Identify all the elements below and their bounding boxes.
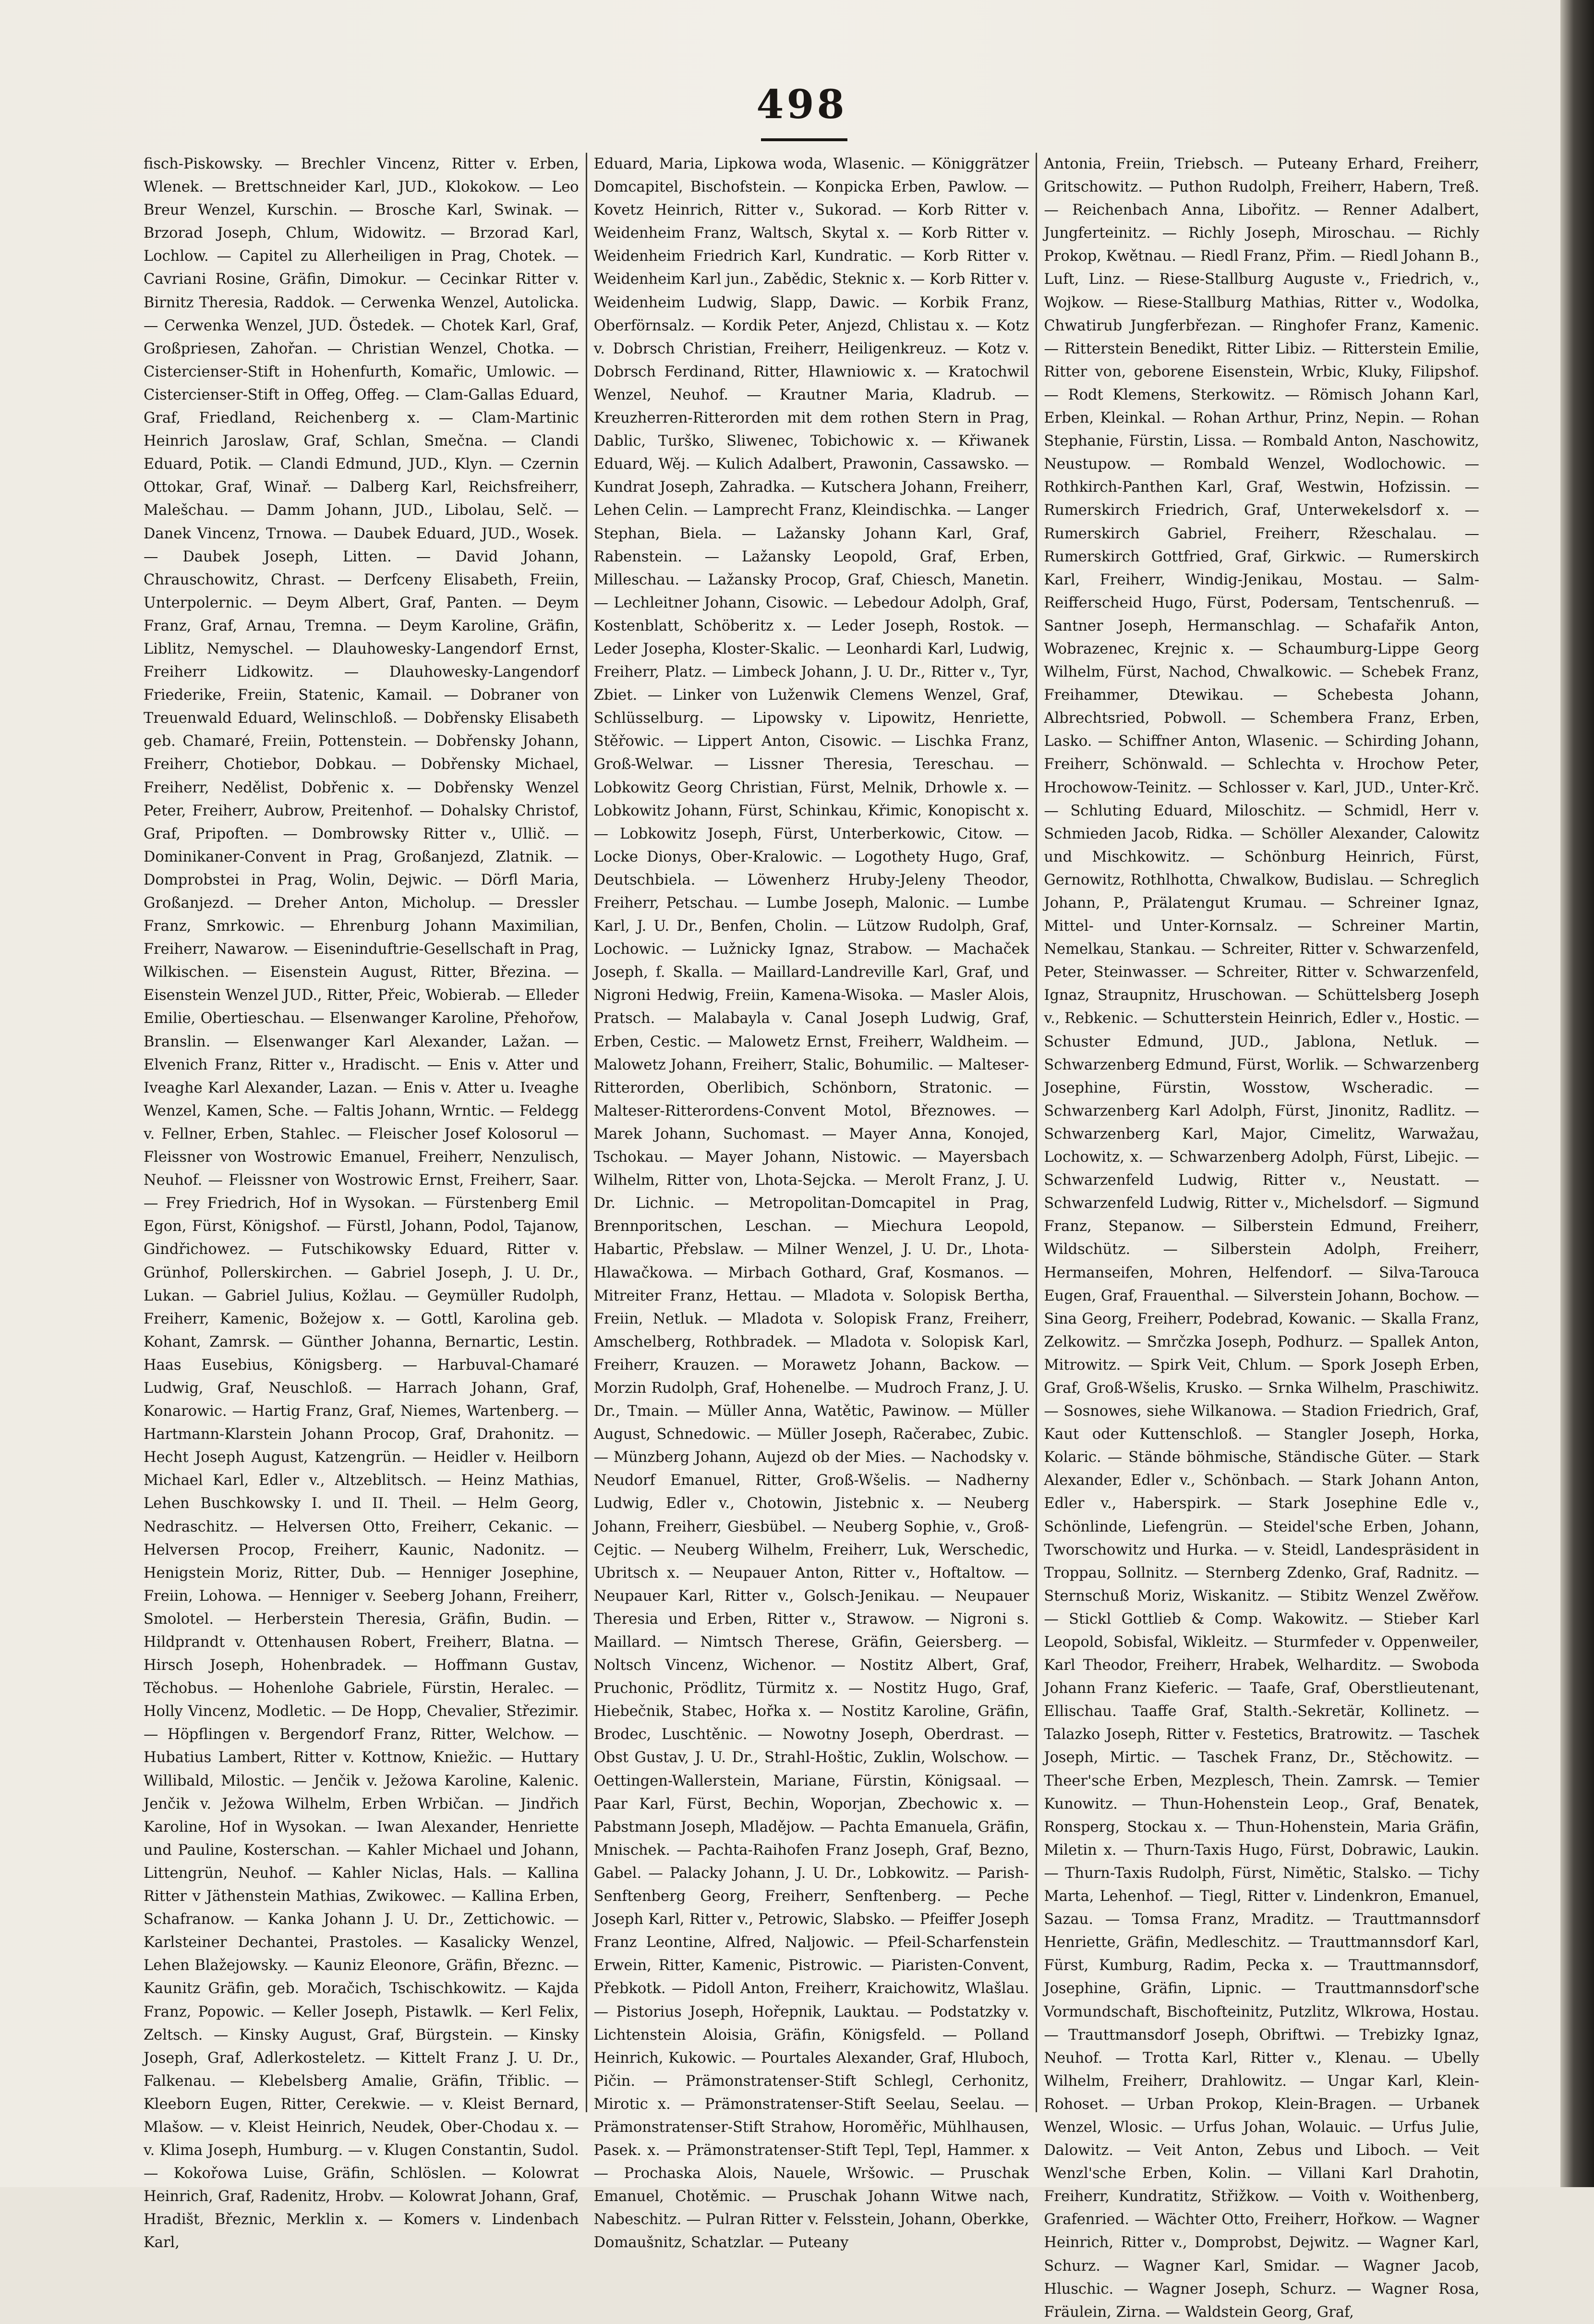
text-columns bbox=[137, 153, 1486, 2321]
page-edge-shadow bbox=[1560, 0, 1594, 2187]
column-left bbox=[137, 153, 586, 2251]
page-number: 498 bbox=[756, 82, 847, 128]
column-middle bbox=[587, 153, 1036, 2251]
column-text: Antonia, Freiin, Triebsch. — Puteany Erhard, Freiherr, Gritschowitz. — Puthon Rudolph, Freiherr, Habern, Treß. — Reichenbach Anna, Libořitz. — Renner Adalbert, Jungferteinitz. — Richly Joseph, Miroschau. — Richly Prokop, Kwětnau. — Riedl Franz, Přim. — Riedl Johann B., Luft, Linz. — Riese-Stallburg Auguste v., Friedrich, v., Wojkow. — Riese-Stallburg Mathias, Ritter v., Wodolka, Chwatirub Jungferbřezan. — Ringhofer Franz, Kamenic. — Ritterstein Benedikt, Ritter Libiz. — Ritterstein Emilie, Ritter von, geborene Eisenstein, Wrbic, Kluky, Filipshof. — Rodt Klemens, Sterkowitz. — Römisch Johann Karl, Erben, Kleinkal. — Rohan Arthur, Prinz, Nepin. — Rohan Stephanie, Fürstin, Lissa. — Rombald Anton, Naschowitz, Neustupow. — Rombald Wenzel, Wodlochowic. — Rothkirch-Panthen Karl, Graf, Westwin, Hofzissin. — Rumerskirch Friedrich, Graf, Unterwekelsdorf x. — Rumerskirch Gabriel, Freiherr, Ržeschalau. — Rumerskirch Gottfried, Graf, Girkwic. — Rumerskirch Karl, Freiherr, Windig-Jenikau, Mostau. — Salm-Reifferscheid Hugo, Fürst, Podersam, Tentschenruß. — Santner Joseph, Hermanschlag. — Schafařik Anton, Wobrazenec, Krejnic x. — Schaumburg-Lippe Georg Wilhelm, Fürst, Nachod, Chwalkowic. — Schebek Franz, Freihammer, Dtewikau. — Schebesta Johann, Albrechtsried, Pobwoll. — Schembera Franz, Erben, Lasko. — Schiffner Anton, Wlasenic. — Schirding Johann, Freiherr, Schönwald. — Schlechta v. Hrochow Peter, Hrochowow-Teinitz. — Schlosser v. Karl, JUD., Unter-Krč. — Schluting Eduard, Miloschitz. — Schmidl, Herr v. Schmieden Jacob, Ridka. — Schöller Alexander, Calowitz und Mischkowitz. — Schönburg Heinrich, Fürst, Gernowitz, Rothlhotta, Chwalkow, Budislau. — Schreglich Johann, P., Prälatengut Krumau. — Schreiner Ignaz, Mittel- und Unter-Kornsalz. — Schreiner Martin, Nemelkau, Stankau. — Schreiter, Ritter v. Schwarzenfeld, Peter, Steinwasser. — Schreiter, Ritter v. Schwarzenfeld, Ignaz, Straupnitz, Hruschowan. — Schüttelsberg Joseph v., Rebkenic. — Schutterstein Heinrich, Edler v., Hostic. — Schuster Edmund, JUD., Jablona, Netluk. — Schwarzenberg Edmund, Fürst, Worlik. — Schwarzenberg Josephine, Fürstin, Wosstow, Wscheradic. — Schwarzenberg Karl Adolph, Fürst, Jinonitz, Radlitz. — Schwarzenberg Karl, Major, Cimelitz, Warwažau, Lochowitz, x. — Schwarzenberg Adolph, Fürst, Libejic. — Schwarzenfeld Ludwig, Ritter v., Neustatt. — Schwarzenfeld Ludwig, Ritter v., Michelsdorf. — Sigmund Franz, Stepanow. — Silberstein Edmund, Freiherr, Wildschütz. — Silberstein Adolph, Freiherr, Hermanseifen, Mohren, Helfendorf. — Silva-Tarouca Eugen, Graf, Frauenthal. — Silverstein Johann, Bochow. — Sina Georg, Freiherr, Podebrad, Kowanic. — Skalla Franz, Zelkowitz. — Smrčzka Joseph, Podhurz. — Spallek Anton, Mitrowitz. — Spirk Veit, Chlum. — Spork Joseph Erben, Graf, Groß-Wšelis, Krusko. — Srnka Wilhelm, Praschiwitz. — Sosnowes, siehe Wilkanowa. — Stadion Friedrich, Graf, Kaut oder Kuttenschloß. — Stangler Joseph, Horka, Kolaric. — Stände böhmische, Ständische Güter. — Stark Alexander, Edler v., Schönbach. — Stark Johann Anton, Edler v., Haberspirk. — Stark Josephine Edle v., Schönlinde, Liefengrün. — Steidel'sche Erben, Johann, Tworschowitz und Hurka. — v. Steidl, Landespräsident in Troppau, Sollnitz. — Sternberg Zdenko, Graf, Radnitz. — Sternschuß Moriz, Wiskanitz. — Stibitz Wenzel Zwěřow. — Stickl Gottlieb & Comp. Wakowitz. — Stieber Karl Leopold, Sobisfal, Wikleitz. — Sturmfeder v. Oppenweiler, Karl Theodor, Freiherr, Hrabek, Welharditz. — Swoboda Johann Franz Kieferic. — Taafe, Graf, Oberstlieutenant, Ellischau. Taaffe Graf, Stalth.-Sekretär, Kollinetz. — Talazko Joseph, Ritter v. Festetics, Bratrowitz. — Taschek Joseph, Mirtic. — Taschek Franz, Dr., Stěchowitz. — Theer'sche Erben, Mezplesch, Thein. Zamrsk. — Temier Kunowitz. — Thun-Hohenstein Leop., Graf, Benatek, Ronsperg, Stockau x. — Thun-Hohenstein, Maria Gräfin, Miletin x. — Thurn-Taxis Hugo, Fürst, Dobrawic, Laukin. — Thurn-Taxis Rudolph, Fürst, Nimětic, Stalsko. — Tichy Marta, Lehenhof. — Tiegl, Ritter v. Lindenkron, Emanuel, Sazau. — Tomsa Franz, Mraditz. — Trauttmannsdorf Henriette, Gräfin, Medleschitz. — Trauttmannsdorf Karl, Fürst, Kumburg, Radim, Pecka x. — Trauttmannsdorf, Josephine, Gräfin, Lipnic. — Trauttmannsdorf'sche Vormundschaft, Bischofteinitz, Putzlitz, Wlkrowa, Hostau. — Trauttmansdorf Joseph, Obriftwi. — Trebizky Ignaz, Neuhof. — Trotta Karl, Ritter v., Klenau. — Ubelly Wilhelm, Freiherr, Drahlowitz. — Ungar Karl, Klein-Rohoset. — Urban Prokop, Klein-Bragen. — Urbanek Wenzel, Wlosic. — Urfus Johan, Wolauic. — Urfus Julie, Dalowitz. — Veit Anton, Zebus und Liboch. — Veit Wenzl'sche Erben, Kolin. — Villani Karl Drahotin, Freiherr, Kundratitz, Střižkow. — Voith v. Woithenberg, Grafenried. — Wächter Otto, Freiherr, Hořkow. — Wagner Heinrich, Ritter v., Domprobst, Dejwitz. — Wagner Karl, Schurz. — Wagner Karl, Smidar. — Wagner Jacob, Hluschic. — Wagner Joseph, Schurz. — Wagner Rosa, Fräulein, Zirna. — Waldstein Georg, Graf, bbox=[1044, 156, 1480, 2321]
column-text: fisch-Piskowsky. — Brechler Vincenz, Ritter v. Erben, Wlenek. — Brettschneider Karl, JUD., Klokokow. — Leo Breur Wenzel, Kurschin. — Brosche Karl, Swinak. — Brzorad Joseph, Chlum, Widowitz. — Brzorad Karl, Lochlow. — Capitel zu Allerheiligen in Prag, Chotek. — Cavriani Rosine, Gräfin, Dimokur. — Cecinkar Ritter v. Birnitz Theresia, Raddok. — Cerwenka Wenzel, Autolicka. — Cerwenka Wenzel, JUD. Östedek. — Chotek Karl, Graf, Großpriesen, Zahořan. — Christian Wenzel, Chotka. — Cistercienser-Stift in Hohenfurth, Komařic, Umlowic. — Cistercienser-Stift in Offeg, Offeg. — Clam-Gallas Eduard, Graf, Friedland, Reichenberg x. — Clam-Martinic Heinrich Jaroslaw, Graf, Schlan, Smečna. — Clandi Eduard, Potik. — Clandi Edmund, JUD., Klyn. — Czernin Ottokar, Graf, Winař. — Dalberg Karl, Reichsfreiherr, Malešchau. — Damm Johann, JUD., Libolau, Selč. — Danek Vincenz, Trnowa. — Daubek Eduard, JUD., Wosek. — Daubek Joseph, Litten. — David Johann, Chrauschowitz, Chrast. — Derfceny Elisabeth, Freiin, Unterpolernic. — Deym Albert, Graf, Panten. — Deym Franz, Graf, Arnau, Tremna. — Deym Karoline, Gräfin, Liblitz, Nemyschel. — Dlauhowesky-Langendorf Ernst, Freiherr Lidkowitz. — Dlauhowesky-Langendorf Friederike, Freiin, Statenic, Kamail. — Dobraner von Treuenwald Eduard, Welinschloß. — Dobřensky Elisabeth geb. Chamaré, Freiin, Pottenstein. — Dobřensky Johann, Freiherr, Chotiebor, Dobkau. — Dobřensky Michael, Freiherr, Nedělist, Dobřenic x. — Dobřensky Wenzel Peter, Freiherr, Aubrow, Preitenhof. — Dohalsky Christof, Graf, Pripoften. — Dombrowsky Ritter v., Ullič. — Dominikaner-Convent in Prag, Großanjezd, Zlatnik. — Domprobstei in Prag, Wolin, Dejwic. — Dörfl Maria, Großanjezd. — Dreher Anton, Micholup. — Dressler Franz, Smrkowic. — Ehrenburg Johann Maximilian, Freiherr, Nawarow. — Eiseninduftrie-Gesellschaft in Prag, Wilkischen. — Eisenstein August, Ritter, Březina. — Eisenstein Wenzel JUD., Ritter, Přeic, Wobierab. — Elleder Emilie, Obertieschau. — Elsenwanger Karoline, Přehořow, Branslin. — Elsenwanger Karl Alexander, Lažan. — Elvenich Franz, Ritter v., Hradischt. — Enis v. Atter und Iveaghe Karl Alexander, Lazan. — Enis v. Atter u. Iveaghe Wenzel, Kamen, Sche. — Faltis Johann, Wrntic. — Feldegg v. Fellner, Erben, Stahlec. — Fleischer Josef Kolosorul — Fleissner von Wostrowic Emanuel, Freiherr, Nenzulisch, Neuhof. — Fleissner von Wostrowic Ernst, Freiherr, Saar. — Frey Friedrich, Hof in Wysokan. — Fürstenberg Emil Egon, Fürst, Königshof. — Fürstl, Johann, Podol, Tajanow, Gindřichowez. — Futschikowsky Eduard, Ritter v. Grünhof, Pollerskirchen. — Gabriel Joseph, J. U. Dr., Lukan. — Gabriel Julius, Kožlau. — Geymüller Rudolph, Freiherr, Kamenic, Božejow x. — Gottl, Karolina geb. Kohant, Zamrsk. — Günther Johanna, Bernartic, Lestin. Haas Eusebius, Königsberg. — Harbuval-Chamaré Ludwig, Graf, Neuschloß. — Harrach Johann, Graf, Konarowic. — Hartig Franz, Graf, Niemes, Wartenberg. — Hartmann-Klarstein Johann Procop, Graf, Drahonitz. — Hecht Joseph August, Katzengrün. — Heidler v. Heilborn Michael Karl, Edler v., Altzeblitsch. — Heinz Mathias, Lehen Buschkowsky I. und II. Theil. — Helm Georg, Nedraschitz. — Helversen Otto, Freiherr, Cekanic. — Helversen Procop, Freiherr, Kaunic, Nadonitz. — Henigstein Moriz, Ritter, Dub. — Henniger Josephine, Freiin, Lohowa. — Henniger v. Seeberg Johann, Freiherr, Smolotel. — Herberstein Theresia, Gräfin, Budin. — Hildprandt v. Ottenhausen Robert, Freiherr, Blatna. — Hirsch Joseph, Hohenbradek. — Hoffmann Gustav, Těchobus. — Hohenlohe Gabriele, Fürstin, Heralec. — Holly Vincenz, Modletic. — De Hopp, Chevalier, Střezimir. — Höpflingen v. Bergendorf Franz, Ritter, Welchow. — Hubatius Lambert, Ritter v. Kottnow, Kniežic. — Huttary Willibald, Milostic. — Jenčik v. Ježowa Karoline, Kalenic. Jenčik v. Ježowa Wilhelm, Erben Wrbičan. — Jindřich Karoline, Hof in Wysokan. — Iwan Alexander, Henriette und Pauline, Kosterschan. — Kahler Michael und Johann, Littengrün, Neuhof. — Kahler Niclas, Hals. — Kallina Ritter v Jäthenstein Mathias, Zwikowec. — Kallina Erben, Schafranow. — Kanka Johann J. U. Dr., Zettichowic. — Karlsteiner Dechantei, Prastoles. — Kasalicky Wenzel, Lehen Blažejowsky. — Kauniz Eleonore, Gräfin, Březnc. — Kaunitz Gräfin, geb. Moračich, Tschischkowitz. — Kajda Franz, Popowic. — Keller Joseph, Pistawlk. — Kerl Felix, Zeltsch. — Kinsky August, Graf, Bürgstein. — Kinsky Joseph, Graf, Adlerkosteletz. — Kittelt Franz J. U. Dr., Falkenau. — Klebelsberg Amalie, Gräfin, Třiblic. — Kleeborn Eugen, Ritter, Cerekwie. — v. Kleist Bernard, Mlašow. — v. Kleist Heinrich, Neudek, Ober-Chodau x. — v. Klima Joseph, Humburg. — v. Klugen Constantin, Sudol. — Kokořowa Luise, Gräfin, Schlöslen. — Kolowrat Heinrich, Graf, Radenitz, Hrobv. — Kolowrat Johann, Graf, Hradišt, Březnic, Merklin x. — Komers v. Lindenbach Karl, bbox=[144, 156, 579, 2251]
column-right bbox=[1037, 153, 1486, 2321]
column-text: Eduard, Maria, Lipkowa woda, Wlasenic. — Königgrätzer Domcapitel, Bischofstein. — Konpicka Erben, Pawlow. — Kovetz Heinrich, Ritter v., Sukorad. — Korb Ritter v. Weidenheim Franz, Waltsch, Skytal x. — Korb Ritter v. Weidenheim Friedrich Karl, Kundratic. — Korb Ritter v. Weidenheim Karl jun., Zabědic, Steknic x. — Korb Ritter v. Weidenheim Ludwig, Slapp, Dawic. — Korbik Franz, Oberförnsalz. — Kordik Peter, Anjezd, Chlistau x. — Kotz v. Dobrsch Christian, Freiherr, Heiligenkreuz. — Kotz v. Dobrsch Ferdinand, Ritter, Hlawniowic x. — Kratochwil Wenzel, Neuhof. — Krautner Maria, Kladrub. — Kreuzherren-Ritterorden mit dem rothen Stern in Prag, Dablic, Turško, Sliwenec, Tobichowic x. — Křiwanek Eduard, Wěj. — Kulich Adalbert, Prawonin, Cassawsko. — Kundrat Joseph, Zahradka. — Kutschera Johann, Freiherr, Lehen Celin. — Lamprecht Franz, Kleindischka. — Langer Stephan, Biela. — Lažansky Johann Karl, Graf, Rabenstein. — Lažansky Leopold, Graf, Erben, Milleschau. — Lažansky Procop, Graf, Chiesch, Manetin. — Lechleitner Johann, Cisowic. — Lebedour Adolph, Graf, Kostenblatt, Schöberitz x. — Leder Joseph, Rostok. — Leder Josepha, Kloster-Skalic. — Leonhardi Karl, Ludwig, Freiherr, Platz. — Limbeck Johann, J. U. Dr., Ritter v., Tyr, Zbiet. — Linker von Luženwik Clemens Wenzel, Graf, Schlüsselburg. — Lipowsky v. Lipowitz, Henriette, Stěřowic. — Lippert Anton, Cisowic. — Lischka Franz, Groß-Welwar. — Lissner Theresia, Tereschau. — Lobkowitz Georg Christian, Fürst, Melnik, Drhowle x. — Lobkowitz Johann, Fürst, Schinkau, Křimic, Konopischt x. — Lobkowitz Joseph, Fürst, Unterberkowic, Citow. — Locke Dionys, Ober-Kralowic. — Logothety Hugo, Graf, Deutschbiela. — Löwenherz Hruby-Jeleny Theodor, Freiherr, Petschau. — Lumbe Joseph, Malonic. — Lumbe Karl, J. U. Dr., Benfen, Cholin. — Lützow Rudolph, Graf, Lochowic. — Lužnicky Ignaz, Strabow. — Machaček Joseph, f. Skalla. — Maillard-Landreville Karl, Graf, und Nigroni Hedwig, Freiin, Kamena-Wisoka. — Masler Alois, Pratsch. — Malabayla v. Canal Joseph Ludwig, Graf, Erben, Cestic. — Malowetz Ernst, Freiherr, Waldheim. — Malowetz Johann, Freiherr, Stalic, Bohumilic. — Malteser-Ritterorden, Oberlibich, Schönborn, Stratonic. — Malteser-Ritterordens-Convent Motol, Březnowes. — Marek Johann, Suchomast. — Mayer Anna, Konojed, Tschokau. — Mayer Johann, Nistowic. — Mayersbach Wilhelm, Ritter von, Lhota-Sejcka. — Merolt Franz, J. U. Dr. Lichnic. — Metropolitan-Domcapitel in Prag, Brennporitschen, Leschan. — Miechura Leopold, Habartic, Přebslaw. — Milner Wenzel, J. U. Dr., Lhota-Hlawačkowa. — Mirbach Gothard, Graf, Kosmanos. — Mitreiter Franz, Hettau. — Mladota v. Solopisk Bertha, Freiin, Netluk. — Mladota v. Solopisk Franz, Freiherr, Amschelberg, Rothbradek. — Mladota v. Solopisk Karl, Freiherr, Krauzen. — Morawetz Johann, Backow. — Morzin Rudolph, Graf, Hohenelbe. — Mudroch Franz, J. U. Dr., Tmain. — Müller Anna, Watětic, Pawinow. — Müller August, Schnedowic. — Müller Joseph, Račerabec, Zubic. — Münzberg Johann, Aujezd ob der Mies. — Nachodsky v. Neudorf Emanuel, Ritter, Groß-Wšelis. — Nadherny Ludwig, Edler v., Chotowin, Jistebnic x. — Neuberg Johann, Freiherr, Giesbübel. — Neuberg Sophie, v., Groß-Cejtic. — Neuberg Wilhelm, Freiherr, Luk, Werschedic, Ubritsch x. — Neupauer Anton, Ritter v., Hoftaltow. — Neupauer Karl, Ritter v., Golsch-Jenikau. — Neupauer Theresia und Erben, Ritter v., Strawow. — Nigroni s. Maillard. — Nimtsch Therese, Gräfin, Geiersberg. — Noltsch Vincenz, Wichenor. — Nostitz Albert, Graf, Pruchonic, Prödlitz, Türmitz x. — Nostitz Hugo, Graf, Hiebečnik, Stabec, Hořka x. — Nostitz Karoline, Gräfin, Brodec, Luschtěnic. — Nowotny Joseph, Oberdrast. — Obst Gustav, J. U. Dr., Strahl-Hoštic, Zuklin, Wolschow. — Oettingen-Wallerstein, Mariane, Fürstin, Königsaal. — Paar Karl, Fürst, Bechin, Woporjan, Zbechowic x. — Pabstmann Joseph, Mladějow. — Pachta Emanuela, Gräfin, Mnischek. — Pachta-Raihofen Franz Joseph, Graf, Bezno, Gabel. — Palacky Johann, J. U. Dr., Lobkowitz. — Parish-Senftenberg Georg, Freiherr, Senftenberg. — Peche Joseph Karl, Ritter v., Petrowic, Slabsko. — Pfeiffer Joseph Franz Leontine, Alfred, Naljowic. — Pfeil-Scharfenstein Erwein, Ritter, Kamenic, Pistrowic. — Piaristen-Convent, Přebkotk. — Pidoll Anton, Freiherr, Kraichowitz, Wlašlau. — Pistorius Joseph, Hořepnik, Lauktau. — Podstatzky v. Lichtenstein Aloisia, Gräfin, Königsfeld. — Polland Heinrich, Kukowic. — Pourtales Alexander, Graf, Hluboch, Pičin. — Prämonstratenser-Stift Schlegl, Cerhonitz, Mirotic x. — Prämonstratenser-Stift Seelau, Seelau. — Prämonstratenser-Stift Strahow, Horoměřic, Mühlhausen, Pasek. x. — Prämonstratenser-Stift Tepl, Tepl, Hammer. x — Prochaska Alois, Nauele, Wršowic. — Pruschak Emanuel, Chotěmic. — Pruschak Johann Witwe nach, Nabeschitz. — Pulran Ritter v. Felsstein, Johann, Oberkke, Domaušnitz, Schatzlar. — Puteany bbox=[593, 156, 1029, 2251]
header-rule bbox=[761, 138, 847, 141]
